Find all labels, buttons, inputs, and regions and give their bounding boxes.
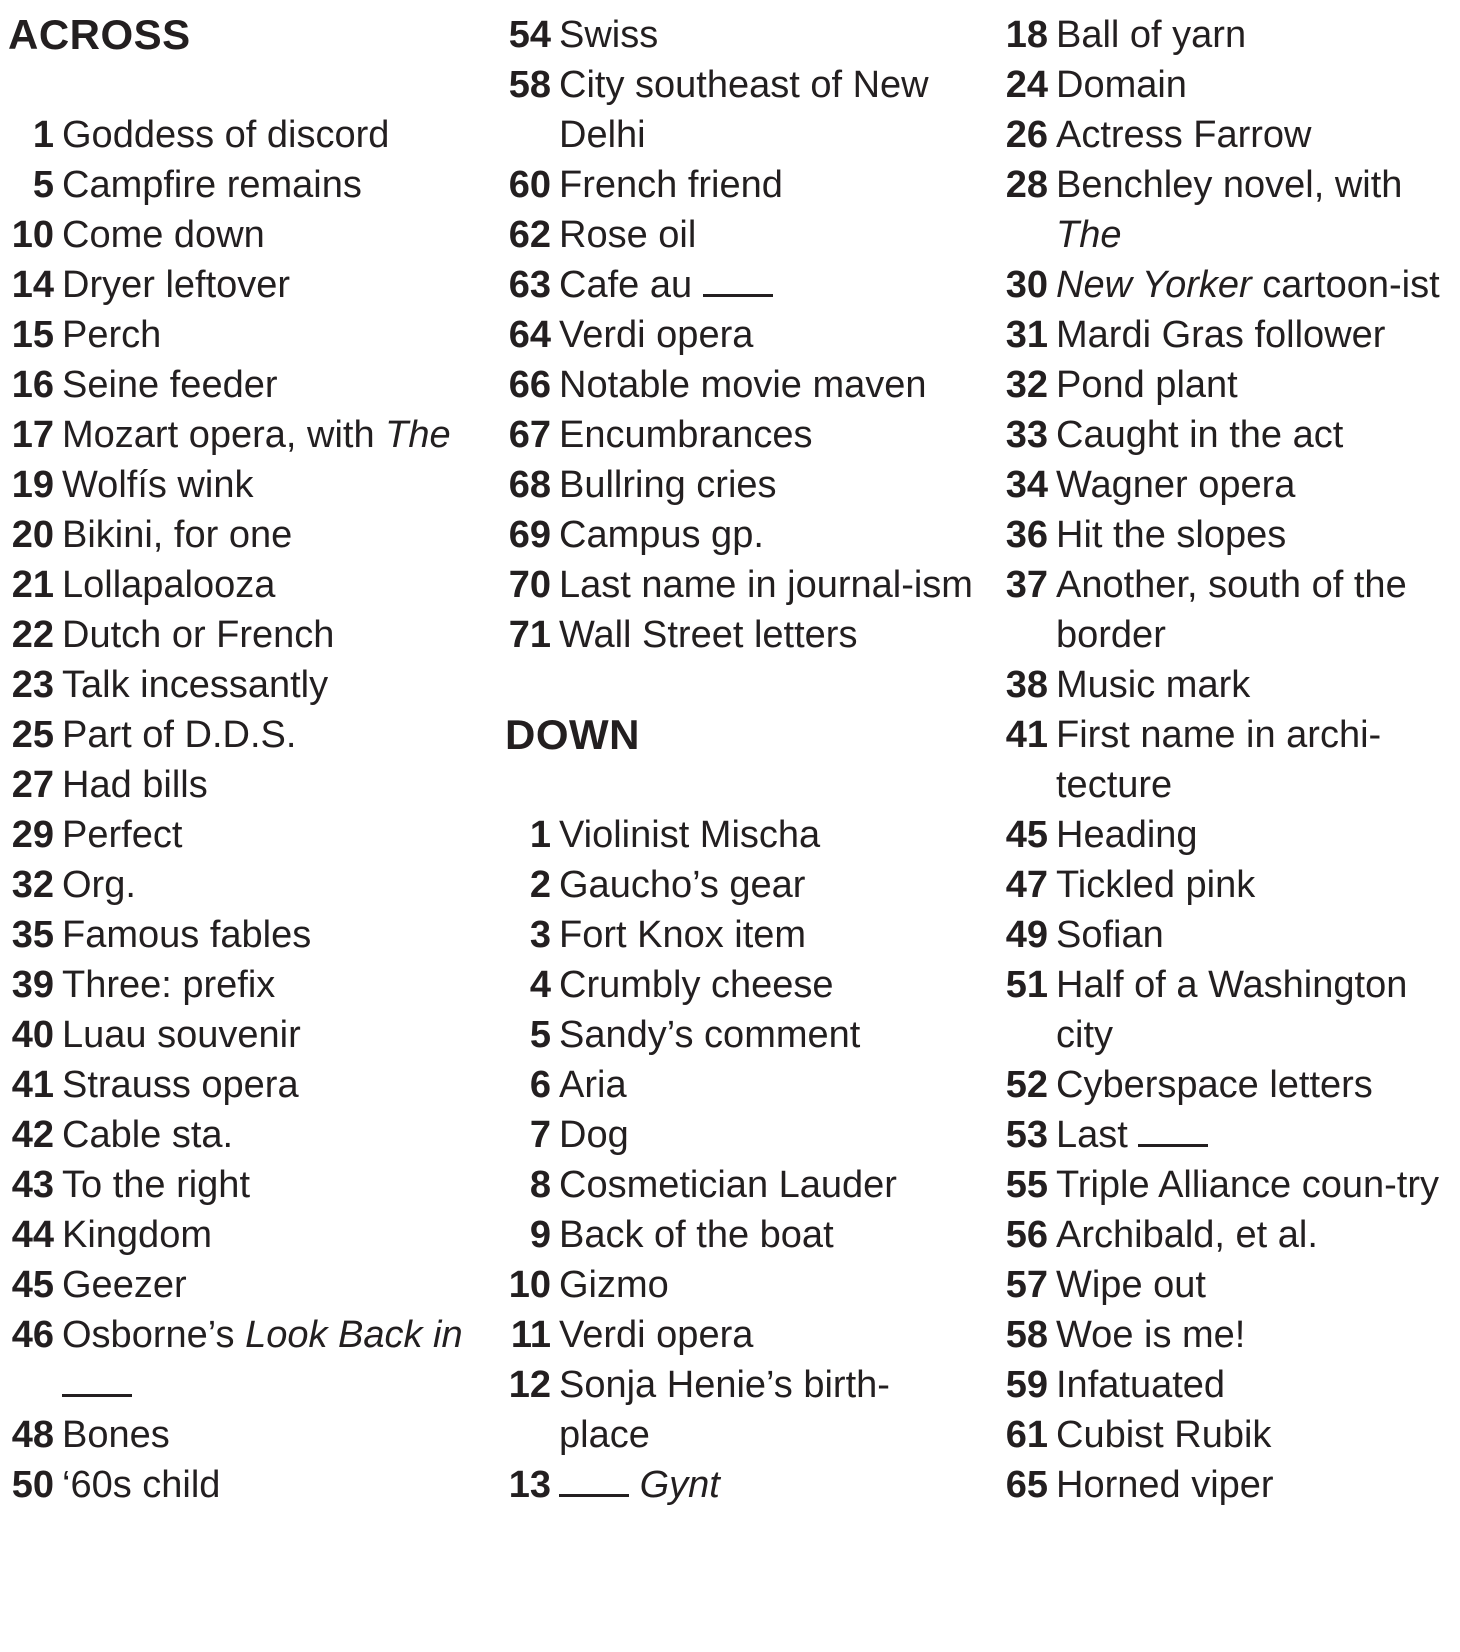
clue-text: Actress Farrow (1056, 114, 1312, 156)
clue-text: Perfect (62, 814, 183, 856)
clue-item (505, 910, 975, 960)
clue-number: 40 (11, 1014, 54, 1056)
clue-number: 41 (11, 1064, 54, 1106)
clue-text: Wagner opera (1056, 464, 1296, 506)
clue-number: 22 (11, 614, 54, 656)
clue-text: Campfire remains (62, 164, 362, 206)
clue-item (8, 210, 478, 260)
clue-text: Famous fables (62, 914, 312, 956)
clue-number: 20 (11, 514, 54, 556)
clue-text: Dog (559, 1114, 629, 1156)
clue-item (505, 960, 975, 1010)
down-heading: DOWN (505, 711, 640, 758)
clue-number: 17 (11, 414, 54, 456)
clue-item (505, 1260, 975, 1310)
clue-number: 52 (1005, 1064, 1048, 1106)
clue-number: 55 (1005, 1164, 1048, 1206)
clue-text: Osborne’s Look Back in (62, 1310, 478, 1410)
clue-text: Horned viper (1056, 1464, 1274, 1506)
clue-text: Encumbrances (559, 414, 813, 456)
clue-number: 38 (1005, 664, 1048, 706)
clue-text: Fort Knox item (559, 914, 807, 956)
clue-number: 23 (11, 664, 54, 706)
clue-text: Benchley novel, with The (1056, 164, 1403, 256)
clue-item (1002, 1260, 1457, 1310)
clue-text: Pond plant (1056, 364, 1238, 406)
clue-item (8, 1310, 478, 1410)
clue-text: French friend (559, 164, 783, 206)
clue-item (1002, 960, 1457, 1060)
clue-text: Verdi opera (559, 1314, 754, 1356)
clue-item (1002, 910, 1457, 960)
clue-item (505, 210, 975, 260)
clue-text: Org. (62, 864, 136, 906)
clue-item (505, 610, 975, 660)
clue-number: 6 (529, 1064, 551, 1106)
clue-item (8, 1260, 478, 1310)
clue-text: Archibald, et al. (1056, 1214, 1318, 1256)
clue-text: Another, south of the border (1056, 564, 1407, 656)
clue-item (1002, 1060, 1457, 1110)
clue-number: 15 (11, 314, 54, 356)
clue-text: Tickled pink (1056, 864, 1256, 906)
clue-item (1002, 310, 1457, 360)
clue-number: 32 (1005, 364, 1048, 406)
clue-text: Caught in the act (1056, 414, 1344, 456)
clue-number: 43 (11, 1164, 54, 1206)
clue-text: Bullring cries (559, 464, 777, 506)
clue-text: Last (1056, 1110, 1457, 1160)
clue-number: 19 (11, 464, 54, 506)
clue-text: Heading (1056, 814, 1198, 856)
clue-item (505, 860, 975, 910)
clue-item (8, 610, 478, 660)
clue-text: Geezer (62, 1264, 187, 1306)
clue-item (1002, 1310, 1457, 1360)
clue-item (8, 360, 478, 410)
clue-number: 68 (508, 464, 551, 506)
clue-text: Sofian (1056, 914, 1164, 956)
clue-text: Back of the boat (559, 1214, 834, 1256)
clue-item (505, 310, 975, 360)
clue-text: Verdi opera (559, 314, 754, 356)
clue-item (1002, 810, 1457, 860)
clue-number: 26 (1005, 114, 1048, 156)
clue-item (505, 260, 975, 310)
down-clue-list (505, 810, 975, 1510)
answer-blank (62, 1362, 132, 1397)
clue-text: Perch (62, 314, 162, 356)
clue-number: 12 (508, 1364, 551, 1406)
clue-item (505, 360, 975, 410)
clue-text: Gizmo (559, 1264, 669, 1306)
clue-item (8, 660, 478, 710)
clue-text: Luau souvenir (62, 1014, 301, 1056)
clue-text: Had bills (62, 764, 208, 806)
clue-item (1002, 60, 1457, 110)
clue-number: 58 (1005, 1314, 1048, 1356)
clue-text: Wolfís wink (62, 464, 254, 506)
clue-item (8, 710, 478, 760)
clue-item (1002, 1210, 1457, 1260)
clue-text: Gaucho’s gear (559, 864, 806, 906)
clue-item (8, 1410, 478, 1460)
clue-item (1002, 410, 1457, 460)
clue-text: Bones (62, 1414, 170, 1456)
column-3 (1002, 10, 1457, 1510)
clue-text: City southeast of New Delhi (559, 64, 929, 156)
clue-number: 49 (1005, 914, 1048, 956)
clue-number: 10 (11, 214, 54, 256)
clue-text: Music mark (1056, 664, 1251, 706)
clue-text: Sandy’s comment (559, 1014, 861, 1056)
clue-number: 30 (1005, 264, 1048, 306)
clue-number: 5 (32, 164, 54, 206)
clue-item (1002, 110, 1457, 160)
clue-item (8, 560, 478, 610)
clue-text: Wall Street letters (559, 614, 858, 656)
clue-number: 69 (508, 514, 551, 556)
clue-item (8, 1210, 478, 1260)
clue-item (1002, 1160, 1457, 1210)
clue-text: Sonja Henie’s birth-place (559, 1364, 890, 1456)
clue-item (8, 1110, 478, 1160)
clue-item (505, 10, 975, 60)
clue-text: Triple Alliance coun-try (1056, 1164, 1439, 1206)
clue-number: 53 (1005, 1114, 1048, 1156)
clue-item (505, 510, 975, 560)
clue-item (505, 60, 975, 160)
clue-text: Cyberspace letters (1056, 1064, 1373, 1106)
clue-text: Infatuated (1056, 1364, 1226, 1406)
clue-number: 63 (508, 264, 551, 306)
clue-number: 7 (529, 1114, 551, 1156)
clue-item (1002, 1410, 1457, 1460)
clue-number: 27 (11, 764, 54, 806)
clue-number: 62 (508, 214, 551, 256)
clue-number: 37 (1005, 564, 1048, 606)
clue-text: Cosmetician Lauder (559, 1164, 897, 1206)
clue-item (505, 560, 975, 610)
clue-number: 47 (1005, 864, 1048, 906)
down-clue-list-continued (1002, 10, 1457, 1510)
clue-item (505, 1010, 975, 1060)
column-1 (8, 10, 478, 1510)
clue-text: Campus gp. (559, 514, 764, 556)
clue-number: 45 (1005, 814, 1048, 856)
clue-text: Three: prefix (62, 964, 276, 1006)
italic-title: The (1056, 214, 1122, 256)
clue-text: Goddess of discord (62, 114, 390, 156)
clue-item (8, 160, 478, 210)
clue-text: Cubist Rubik (1056, 1414, 1272, 1456)
clue-number: 1 (32, 114, 54, 156)
clue-number: 13 (508, 1464, 551, 1506)
clue-text: Dutch or French (62, 614, 335, 656)
clue-item (8, 460, 478, 510)
clue-item (8, 1160, 478, 1210)
clue-number: 44 (11, 1214, 54, 1256)
clue-number: 24 (1005, 64, 1048, 106)
clue-text: Notable movie maven (559, 364, 927, 406)
clue-number: 39 (11, 964, 54, 1006)
clue-text: Violinist Mischa (559, 814, 821, 856)
clue-item (505, 1210, 975, 1260)
italic-title: The (385, 414, 451, 456)
clue-number: 2 (529, 864, 551, 906)
clue-text: Woe is me! (1056, 1314, 1246, 1356)
clue-item (1002, 510, 1457, 560)
answer-blank (1138, 1112, 1208, 1147)
clue-item (505, 460, 975, 510)
clue-text (559, 1460, 975, 1510)
clue-item (8, 310, 478, 360)
italic-title: New Yorker (1056, 264, 1252, 306)
clue-item (8, 260, 478, 310)
clue-text: New Yorker cartoon-ist (1056, 264, 1440, 306)
answer-blank (703, 262, 773, 297)
clue-number: 48 (11, 1414, 54, 1456)
clue-number: 60 (508, 164, 551, 206)
clue-text: Swiss (559, 14, 659, 56)
clue-text: Last name in journal-ism (559, 564, 973, 606)
clue-item (505, 160, 975, 210)
clue-text: Part of D.D.S. (62, 714, 297, 756)
clue-number: 9 (529, 1214, 551, 1256)
clue-number: 70 (508, 564, 551, 606)
clue-number: 8 (529, 1164, 551, 1206)
clue-item (505, 1060, 975, 1110)
clue-text: Aria (559, 1064, 627, 1106)
clue-number: 4 (529, 964, 551, 1006)
clue-number: 57 (1005, 1264, 1048, 1306)
clue-item (505, 1460, 975, 1510)
clue-text: Wipe out (1056, 1264, 1206, 1306)
clue-number: 10 (508, 1264, 551, 1306)
clue-number: 34 (1005, 464, 1048, 506)
clue-text: Talk incessantly (62, 664, 329, 706)
clue-item (8, 110, 478, 160)
clue-item (8, 810, 478, 860)
clue-item (1002, 10, 1457, 60)
clue-text: Come down (62, 214, 265, 256)
clue-item (505, 410, 975, 460)
clue-number: 65 (1005, 1464, 1048, 1506)
clue-item (8, 910, 478, 960)
clue-text: Bikini, for one (62, 514, 293, 556)
clue-number: 31 (1005, 314, 1048, 356)
clue-number: 41 (1005, 714, 1048, 756)
clue-number: 59 (1005, 1364, 1048, 1406)
clue-number: 71 (508, 614, 551, 656)
clue-number: 11 (510, 1314, 551, 1356)
clue-number: 33 (1005, 414, 1048, 456)
clue-item (8, 410, 478, 460)
clue-item (505, 1360, 975, 1460)
clue-item (1002, 160, 1457, 260)
clue-item (505, 1310, 975, 1360)
clue-number: 51 (1005, 964, 1048, 1006)
clue-number: 32 (11, 864, 54, 906)
clue-item (505, 1110, 975, 1160)
across-clue-list (8, 110, 478, 1510)
italic-title: Look Back in (245, 1314, 463, 1356)
clue-item (1002, 860, 1457, 910)
clue-number: 61 (1005, 1414, 1048, 1456)
clue-item (505, 810, 975, 860)
clue-number: 58 (508, 64, 551, 106)
clue-item (1002, 1110, 1457, 1160)
clue-text: Rose oil (559, 214, 697, 256)
clue-number: 46 (11, 1314, 54, 1356)
clue-number: 5 (529, 1014, 551, 1056)
clue-number: 35 (11, 914, 54, 956)
clue-text: Dryer leftover (62, 264, 291, 306)
clue-text: Domain (1056, 64, 1187, 106)
clue-item (8, 860, 478, 910)
clue-text: Hit the slopes (1056, 514, 1287, 556)
clue-text: ‘60s child (62, 1464, 221, 1506)
answer-blank (559, 1462, 629, 1497)
clue-text: Strauss opera (62, 1064, 299, 1106)
clue-number: 25 (11, 714, 54, 756)
clue-number: 66 (508, 364, 551, 406)
clue-number: 3 (529, 914, 551, 956)
clue-text: Kingdom (62, 1214, 212, 1256)
clue-number: 50 (11, 1464, 54, 1506)
clue-item (1002, 260, 1457, 310)
clue-number: 14 (11, 264, 54, 306)
clue-number: 45 (11, 1264, 54, 1306)
clue-text: Ball of yarn (1056, 14, 1247, 56)
clue-text: Seine feeder (62, 364, 278, 406)
clue-item (8, 760, 478, 810)
clue-item (1002, 1360, 1457, 1410)
clue-text: Crumbly cheese (559, 964, 834, 1006)
clue-text: Cafe au (559, 260, 975, 310)
clue-item (1002, 560, 1457, 660)
column-2 (505, 10, 975, 1510)
clue-item (1002, 710, 1457, 810)
clue-number: 18 (1005, 14, 1048, 56)
clue-text: Half of a Washington city (1056, 964, 1408, 1056)
clue-number: 42 (11, 1114, 54, 1156)
clue-text: Mozart opera, with The (62, 414, 451, 456)
across-heading: ACROSS (8, 11, 191, 58)
clue-item (8, 1460, 478, 1510)
italic-title: Gynt (639, 1464, 720, 1506)
clue-item (8, 1060, 478, 1110)
clue-number: 16 (11, 364, 54, 406)
clue-number: 29 (11, 814, 54, 856)
clue-item (8, 960, 478, 1010)
clue-item (505, 1160, 975, 1210)
clue-number: 54 (508, 14, 551, 56)
clue-number: 64 (508, 314, 551, 356)
clue-item (1002, 1460, 1457, 1510)
clue-item (1002, 460, 1457, 510)
clue-text: Mardi Gras follower (1056, 314, 1386, 356)
clue-item (8, 510, 478, 560)
clue-text: To the right (62, 1164, 250, 1206)
clue-text: Lollapalooza (62, 564, 276, 606)
clue-number: 21 (11, 564, 54, 606)
clue-item (1002, 360, 1457, 410)
clue-item (8, 1010, 478, 1060)
clue-item (1002, 660, 1457, 710)
clue-number: 56 (1005, 1214, 1048, 1256)
across-clue-list-continued (505, 10, 975, 660)
clue-text: Cable sta. (62, 1114, 234, 1156)
clue-number: 36 (1005, 514, 1048, 556)
clue-number: 1 (529, 814, 551, 856)
clue-number: 67 (508, 414, 551, 456)
clue-number: 28 (1005, 164, 1048, 206)
clue-text: First name in archi-tecture (1056, 714, 1382, 806)
